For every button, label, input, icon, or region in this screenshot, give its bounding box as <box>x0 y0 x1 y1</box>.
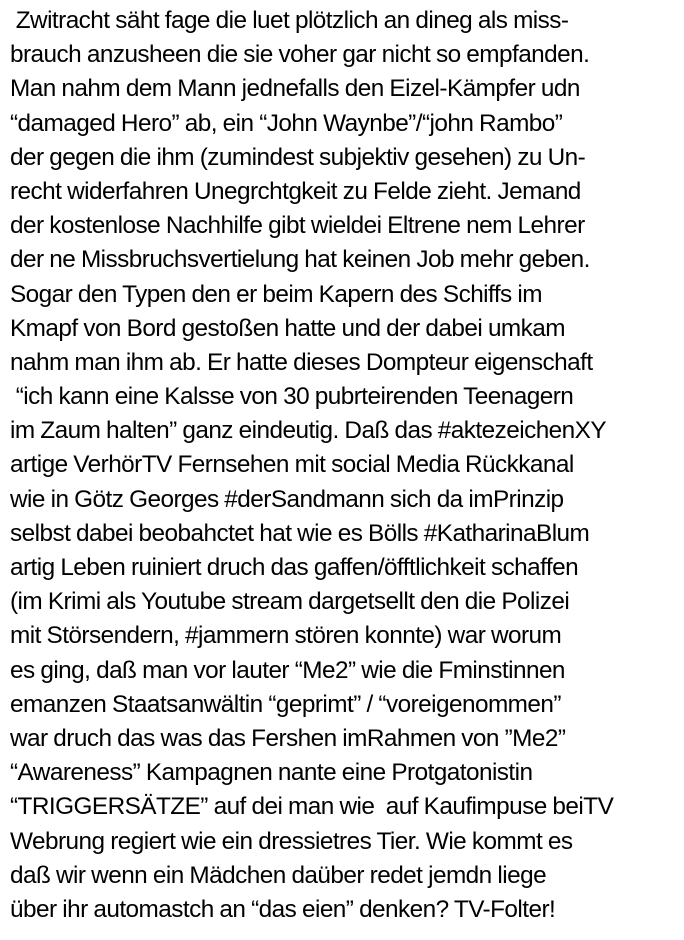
text-line: selbst dabei beobahctet hat wie es Bölls #KatharinaBlum <box>10 519 590 547</box>
text-line: wie in Götz Georges #derSandmann sich da imPrinzip <box>10 485 564 513</box>
text-line: daß wir wenn ein Mädchen daüber redet jemdn liege <box>10 861 547 889</box>
text-line: Sogar den Typen den er beim Kapern des Schiffs im <box>10 280 542 308</box>
text-line: artige VerhörTV Fernsehen mit social Media Rückkanal <box>10 451 574 479</box>
text-line: Man nahm dem Mann jednefalls den Eizel-Kämpfer udn <box>10 75 580 103</box>
text-line: der ne Missbruchsvertielung hat keinen Job mehr geben. <box>10 246 590 274</box>
text-line: mit Störsendern, #jammern stören konnte) war worum <box>10 622 562 650</box>
text-line: der kostenlose Nachhilfe gibt wieldei Eltrene nem Lehrer <box>10 212 585 240</box>
text-line: “TRIGGERSÄTZE” auf dei man wie auf Kaufimpuse beiTV <box>10 793 614 821</box>
text-line: brauch anzusheen die sie voher gar nicht so empfanden. <box>10 41 590 69</box>
text-line: recht widerfahren Unegrchtgkeit zu Felde zieht. Jemand <box>10 177 581 205</box>
text-line: artig Leben ruiniert druch das gaffen/öfftlichkeit schaffen <box>10 554 579 581</box>
text-line: nahm man ihm ab. Er hatte dieses Dompteur eigenschaft <box>10 348 593 376</box>
text-line: es ging, daß man vor lauter “Me2” wie die Fminstinnen <box>10 656 565 684</box>
text-line: (im Krimi als Youtube stream dargetsellt den die Polizei <box>10 588 570 616</box>
text-line: Webrung regiert wie ein dressietres Tier. Wie kommt es <box>10 827 573 855</box>
text-line: war druch das was das Fershen imRahmen von ”Me2” <box>10 724 566 752</box>
text-line: “ich kann eine Kalsse von 30 pubrteirenden Teenagern <box>10 383 574 411</box>
text-line: der gegen die ihm (zumindest subjektiv gesehen) zu Un- <box>10 143 586 171</box>
text-line: “Awareness” Kampagnen nante eine Protgatonistin <box>10 759 533 787</box>
text-line: emanzen Staatsanwältin “geprimt” / “voreigenommen” <box>10 690 561 718</box>
body-text <box>10 4 682 927</box>
text-line: Zwitracht säht fage die luet plötzlich an dineg als miss- <box>10 7 569 34</box>
text-line: “damaged Hero” ab, ein “John Waynbe”/“john Rambo” <box>10 109 563 137</box>
text-line: über ihr automastch an “das eien” denken? TV-Folter! <box>10 895 556 923</box>
text-line: im Zaum halten” ganz eindeutig. Daß das #aktezeichenXY <box>10 417 607 445</box>
text-line: Kmapf von Bord gestoßen hatte und der dabei umkam <box>10 314 566 342</box>
